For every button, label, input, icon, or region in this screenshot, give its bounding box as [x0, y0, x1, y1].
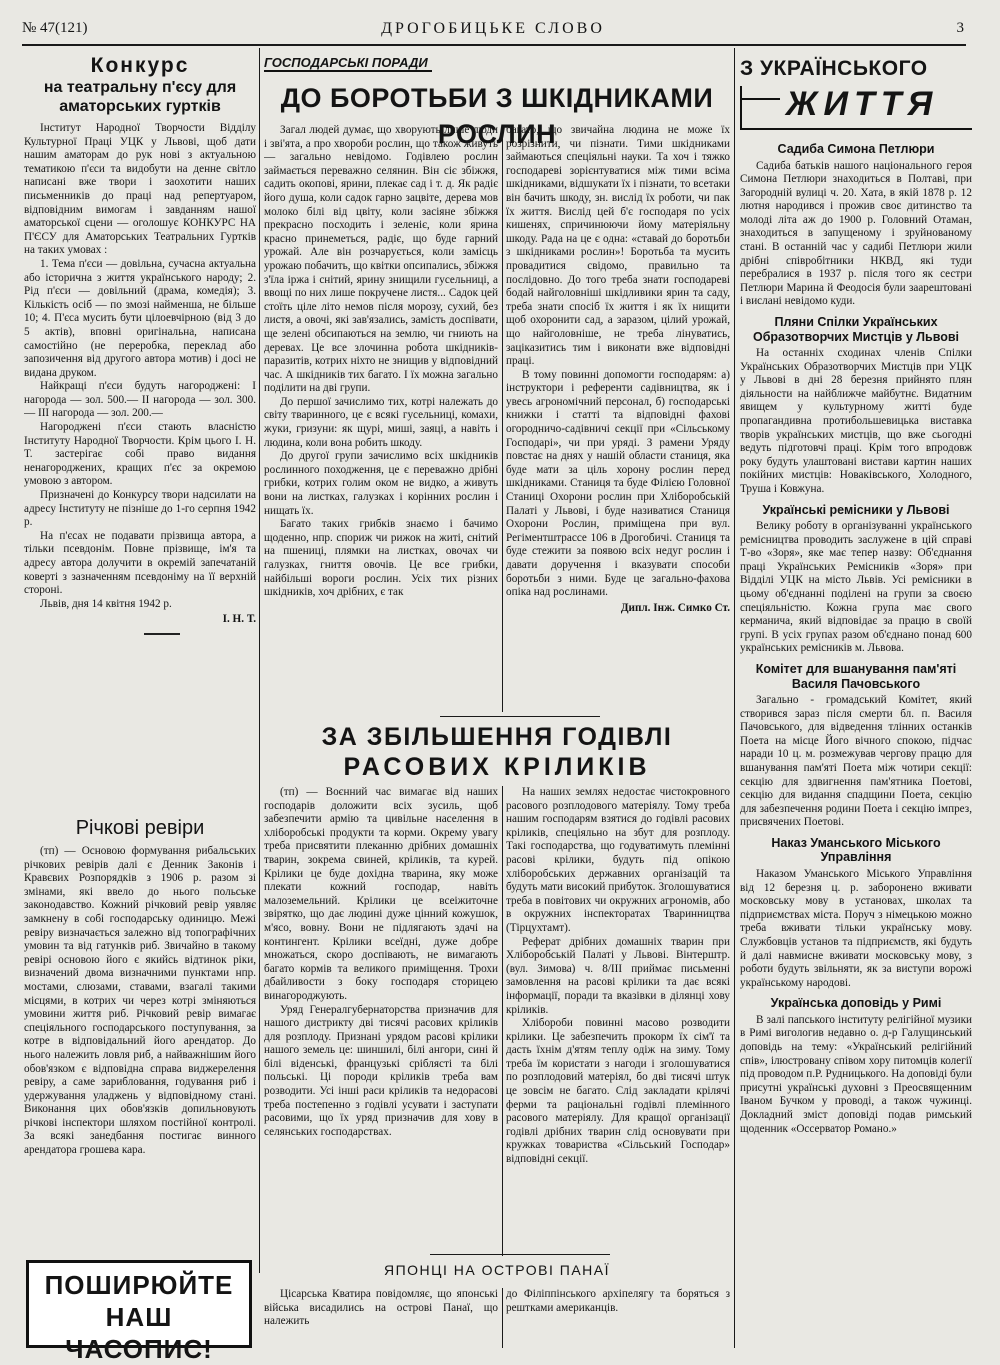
- paragraph: На наших землях недостає чистокровного расового розплодового матеріялу. Тому треба нашим господарям взятися до годівлі расових кріликів, спеціяльно на збут для розплоду. Такі господарства, що годуватимуть племінні расові крілики, будуть під опікою хліборобських державних організацій та будуть мати високий прибуток. Зголошуватися треба в повітових чи окружних агрономів, або в окружних інспекторатах Тваринництва (Тірцухтамт).: [506, 786, 730, 934]
- rabbits-heading: [264, 722, 730, 782]
- paragraph: В залі папського інституту релігійної музики в Римі вигологив недавно о. д-р Галущинський доповідь на тему: «Український релігійний спів», ілюстровану співом хору питомців колегії під проводом п.Р. Рудницького. На доповіді були присутні українські духовні з Преосвященним Іваном Бучком у проводі, а також чужинці. Докладний зміст доповіді подав римський щоденник «Оссерватор Романо.»: [740, 1013, 972, 1135]
- revir-article: [24, 815, 256, 1255]
- place-date: Львів, дня 14 квітня 1942 р.: [40, 597, 172, 610]
- page-number: 3: [956, 20, 964, 36]
- paragraph: До першої зачислимо тих, котрі належать до світу тваринного, це є всякі гусельниці, комахи, жуки, гризуни: як щурі, миші, заяці, а навіть і людина, коли вона робить шкоду.: [264, 395, 498, 449]
- column-divider: [502, 126, 503, 712]
- paragraph: Велику роботу в організуванні українського ремісництва проводить заслужене в цій справі Т-во «Зоря», яке має тепер назву: Об'єднання праці Українських Ремісників «Зоря» при Відділі УЦК на місто Львів. Усі ремісники в цьому об'єднанні поділені на групи за своєю спеціяльністю. Кожна група має свого керманича, який відповідає за працю в своїй групі. В усіх групах разом об'єднано понад 600 українських ремісників м. Львова.: [740, 520, 972, 655]
- subscribe-banner: [26, 1260, 252, 1364]
- life-header-line2: ЖИТТЯ: [786, 85, 939, 123]
- rabbits-col-1: [264, 786, 498, 1251]
- paragraph: Нагороджені п'єси стають власністю Інституту Народної Творчости. Крім цього І. Н. Т. застерігає собі право видання ненагороджених, кращих п'єс за окремою умовою з автором.: [24, 421, 256, 488]
- paragraph: Садиба батьків нашого національного героя Симона Петлюри знаходиться в Полтаві, при Загородній вулиці ч. 20. Хата, в якій 1878 р. 12 лютня народився і прожив своє дитинство та молоді літа аж до 1900 р. Головний Отаман, знаходиться в запущеному і зруйнованому стані. В останній час у садибі Петлюри жили дрібні співробітники НКВД, які туди перебралися в 1937 р. після того як сестри Петлюри Марина й Феодосія були заарештовані і вислані невідомо куди.: [740, 159, 972, 308]
- paragraph: Багато таких грибків знаємо і бачимо щоденно, нпр. спориж чи рижок на житі, снітий на пшениці, плямки на листках, овочах чи галузках, гниття овочів. Це все грибки, найбільші вороги рослин. Усіх тих різних шкідників, хоч дрібних, є так: [264, 518, 498, 599]
- issue-number: № 47(121): [22, 20, 88, 36]
- newspaper-title: ДРОГОБИЦЬКЕ СЛОВО: [381, 20, 605, 37]
- konkurs-title: Конкурс: [90, 54, 190, 77]
- life-column: [740, 136, 972, 1348]
- paragraph: Загально - громадський Комітет, який створився зараз після смерти бл. п. Василя Пачовського, для відведення тлінних останків Поета на місце Його вічного спокою, підчас наради 10 ц. м. розмежував чергову працю для вшанування пам'яті Поета між чотири секції: секцію для здвигнення пам'ятника Поетові, секцію для видання спадщини Поета, секцію для забезпечення родини Поета і секцію імпрез, присвячених Поетові.: [740, 694, 972, 829]
- column-divider: [734, 48, 735, 1348]
- rabbits-col-2: [506, 786, 730, 1251]
- section-title: Пляни Спілки Українських Образотворчих Мистців у Львові: [752, 315, 960, 344]
- japan-col-1: [264, 1288, 498, 1348]
- signature: І. Н. Т.: [222, 613, 256, 626]
- paragraph: Призначені до Конкурсу твори надсилати на адресу Інституту не пізніше до 1-го серпня 1942 р.: [24, 489, 256, 529]
- pests-kicker: ГОСПОДАРСЬКІ ПОРАДИ: [264, 55, 432, 72]
- pests-title: ДО БОРОТЬБИ З ШКІДНИКАМИ РОСЛИН: [280, 83, 714, 149]
- rabbits-subtitle: РАСОВИХ КРІЛИКІВ: [343, 753, 651, 781]
- column-divider: [502, 1288, 503, 1348]
- signature: Дипл. Інж. Симко Ст.: [620, 601, 730, 614]
- revir-title: Річкові ревіри: [75, 817, 205, 839]
- paragraph: В тому повинні допомогти господарям: а) інструктори і референти садівництва, як і увесь агрономічний персонал, б) господарські книжки і статті та відповідні фахові огородничо-садівничі секції при «Сільському Господарі», чи при уряді. З рамени Уряду повстає на днях у нашій области станиця, яка буде мати за ціль хорону рослин перед шкідниками. Станиця та буде Філією Головної Станиці Охорони рослин при Хліборобській Палаті у Львові, і буде називатися Станиця Охорони Рослин, приміщена при вул. Регіментштрассе 106 в Дрогобичі. Станиця та буде стежити за появою всіх недуг рослин і давати доручення і вказувати способи боротьби з ними. Буде це загально-фахова опіка над рослинами.: [506, 368, 730, 599]
- japan-col-2: [506, 1288, 730, 1348]
- paragraph: На останніх сходинах членів Спілки Українських Образотворчих Мистців при УЦК у Львові в дні 28 березня прийнято плян діяльности на найближче майбутнє. Видатним явищем у культурному житті буде пропагандивна протибольшевицька виставка творів українських мистців, що вже сьогодні ведуть підготовчі праці. Крім того впродовж року будуть улаштовані вистави картин наших покійних мистців: Новаківського, Холодного, Труша і Ковжуна.: [740, 347, 972, 495]
- life-header: [738, 56, 974, 134]
- pests-col-1: [264, 124, 498, 714]
- paragraph: На п'єсах не подавати прізвища автора, а тільки псевдонім. Повне прізвище, ім'я та адресу автора долучити в окремій запечатаній коверті з зазначенням псевдоніму на її верхній стороні.: [24, 529, 256, 597]
- paragraph: Реферат дрібних домашніх тварин при Хліборобській Палаті у Львові. Вінтерштр. (вул. Зимова) ч. 8/ІІІ приймає письменні замовлення на расові крілики та дає всякі інформації, поради та вказівки в ділянці хову кріликів.: [506, 935, 730, 1016]
- decor-line: [740, 86, 742, 130]
- paragraph: Цісарська Кватира повідомляє, що японські війська висадились на острові Панаї, що належить: [264, 1288, 498, 1328]
- pests-col-2: [506, 124, 730, 714]
- paragraph: Наказом Уманського Міського Управління від 12 березня ц. р. заборонено вживати московську мову в установах, школах та підприємствах міста. Поруч з німецькою можно треба вживати тільки українську мову. Службовців установ та підприємств, які будуть й далі навмисне вживати московську мову, з роботи будуть звільняти, як за виступи ворожі українському народові.: [740, 867, 972, 989]
- section-title: Наказ Уманського Міського Управління: [771, 835, 941, 865]
- header-rule: [22, 44, 966, 46]
- column-divider: [502, 786, 503, 1256]
- paragraph: Хлібороби повинні масово розводити крілики. Це забезпечить прокорм їх сім'ї та дасть їхнім д'ятям теплу одіж на зиму. Тому треба їм користати з нагоди і зголошуватися по розплодовий матеріял, бо дві тисячі штук це зовсім не багато. Слід закладати крілячі ферми та раціональні годівлі племінного расового матеріялу. Для кращої організації годівлі дрібних тварин слід основувати при кружках товариства «Сільський Господар» відповідні секції.: [506, 1017, 730, 1166]
- paragraph: (тп) — Основою формування рибальських річкових ревірів далі є Денник Законів і Кравєвих Розпорядків з 1906 р. разом зі змінами, які ввело до нього польське законодавство. Кожний річковий ревір уявляє замкнену в собі господарську одиницю. Межі ревіру визначається залежно від топографічних умовин та від гатунків риб. Звичайно в такому ревірі основою його є якийсь відтинок ріки, визначений двома визначними пунктами нпр. мостами, слюзами, ставами, взагалі такими місцями, в котрих чи через котрі зміняються умовини життя риб. Річковий ревір вимагає спеціяльного господарського поступування, за котре в відповідальний його арендатор. До нього належить ловля риб, а найважнішим його обов'язком є відповідна справа виджерелення ревіру, а саме зарибловання, годування риб і удержування уладжень у відповідному стані. Виконання цих обов'язків допильновують річкові інспектори шляхом постійної контролі. За всякі занедбання постигає винного арендатора грошева кара.: [24, 845, 256, 1157]
- paragraph: Загал людей думає, що хворують лише люди і зві'ята, а про хвороби рослин, що також живуть — загально невідомо. Годівлею рослин займається переважно селянин. Він сіє збіжжя, садить окопові, ярини, плекає сад і т. д. Як радіє його душа, коли садок гарно зацвіте, дерева мов молоко білі від цвіту, коли засіяне збіжжя прекрасно посходить і зеленіє, коли ярина красно принеметься, радіє, що буде гарний урожай. Але він розчарується, коли замісць урожаю побачить, що квітки опсипались, збіжжя з'їла іржа і снітий, ярину знищили гусельниці, а ввощі по них лише покручене листя... Садок цей стоїть ціле літо немов після морозу, сухий, без листя, а овочі, які зав'язались, замість доспівати, ще зелені обсипаються на землю, чи гниють на деревах. Це все злочинна робота шкідників-паразитів, котрих ніхто не знищив у відповідний час. А шкідників тих багато. І їх можна загально поділити на дві групи.: [264, 124, 498, 395]
- divider: [430, 1254, 610, 1255]
- section-title: Українська доповідь у Римі: [770, 996, 942, 1011]
- konkurs-subtitle: на театральну п'єсу для аматорських гуртків: [43, 79, 237, 115]
- paragraph: Найкращі п'єси будуть нагороджені: І нагорода — зол. 500.— ІІ нагорода — зол. 300.— ІІІ нагорода — зол. 200.—: [24, 380, 256, 420]
- life-header-line1: З УКРАЇНСЬКОГО: [740, 57, 928, 80]
- page-header: [22, 18, 964, 44]
- paragraph: Уряд Генералгубернаторства призначив для нашого дистрикту дві тисячі расових кріликів для розплоду. Признані урядом расові крілики нашого земель це: шиншилі, білі ангори, сині й білі віденські, французькі сріблясті та білі польські. Ці породи кріликів треба вам розводити. Усі інші раси кріликів та недорасові треба постепенно з годівлі усувати і заступати расовими, що їх уряд призначив для хову в селянських господарствах.: [264, 1003, 498, 1138]
- paragraph: до Філіппінського архіпелягу та боряться з рештками американців.: [506, 1288, 730, 1314]
- japan-title: ЯПОНЦІ НА ОСТРОВІ ПАНАЇ: [383, 1262, 610, 1278]
- decor-line: [740, 128, 972, 130]
- section-title: Українські ремісники у Львові: [762, 502, 950, 517]
- paragraph: 1. Тема п'єси — довільна, сучасна актуальна або історична з життя українського народу; 2. Рід п'єси — довільний (драма, комедія); 3. Кількість осіб — по змозі найменша, не більше 10; 4. П'єса мусить бути цілоевчірною (від 3 до 5 актів), вповні оригінальна, написана самостійно (не переробка, переклад або запозичення від другого автора мотив) і досі не видана друком.: [24, 257, 256, 379]
- paragraph: (тп) — Воєнний час вимагає від наших господарів доложити всіх зусиль, щоб забезпечити армію та цивільне населення в хліборобські продукти та корми. Окрему увагу треба присвятити плеканню дрібних домашніх тварин, зокрема свиней, кріликів, та курей. Крілики це буде дохідна тварина, яку може плекати кожний господар, навіть малоземельний. Крілики це всеіжиточне звірятко, що дає людині дуже цінний кожушок, м'ясо, вовну. Вони не підлягають здачі на контингент. Крілики всеїдні, дуже добре множаться, скоро доспівають, не вимагають багато кормів та великого приміщення. Трохи дбайливости з боку господаря сторицею винагороджують.: [264, 786, 498, 1002]
- rabbits-title: ЗА ЗБІЛЬШЕННЯ ГОДІВЛІ: [321, 723, 673, 751]
- paragraph: До другої групи зачислимо всіх шкідників рослинного походження, це є переважно дрібні грибки, котрих голим оком не видко, а живуть вони на листках, галузках і корінних рослин і нищать їх.: [264, 450, 498, 517]
- banner-line2: НАШ ЧАСОПИС!: [65, 1302, 213, 1364]
- konkurs-article: [24, 50, 256, 810]
- divider: [440, 716, 600, 717]
- divider: [144, 633, 180, 635]
- banner-line1: ПОШИРЮЙТЕ: [44, 1270, 234, 1300]
- section-title: Садиба Симона Петлюри: [777, 142, 935, 156]
- section-title: Комітет для вшанування пам'яті Василя Пачовського: [755, 662, 957, 691]
- decor-line: [740, 98, 780, 100]
- paragraph: Інститут Народної Творчости Відділу Культурної Праці УЦК у Львові, щоб дати нашим аматорам до рук нові з актуальною тематикою п'єси та видобути на денне світло написані вже твори і заохотити наших письменників до праці над репертуаром, відповідним вимогам і завданням нашої аматорської сцени — оголошує КОНКУРС НА П'ЄСУ для Аматорських Театральних Гуртків на таких умовах :: [24, 122, 256, 257]
- column-divider: [259, 48, 260, 1273]
- paragraph: багато, що звичайна людина не може їх розрізнити, чи пізнати. Тими шкідниками займаються спеціяльні науки. Та хоч і тяжко господареві зорієнтуватися між тими всіма шкідниками, відшукати їх і пізнати, то всетаки він бачить шкоду, зн. вислід їх роботи, чи пак їх життя. Вислід цей б'є господаря по усіх кишенях, спричинюючи йому матеріяльну шкоду. Рада на це є одна: «ставай до боротьби з шкідниками рослин»! Боротьба та мусить провадитися свідомо, правильно та послідовно. До того треба знати господареві бодай найголовніші шкідливики ярин та саду, треба знати спосіб їх життя і як їх нищити щоб охоронити сад, а заразом, цілий урожай, що найголовніше, не треба лінуватись, заціказитись тим і виконати вже відповідні праці.: [506, 124, 730, 368]
